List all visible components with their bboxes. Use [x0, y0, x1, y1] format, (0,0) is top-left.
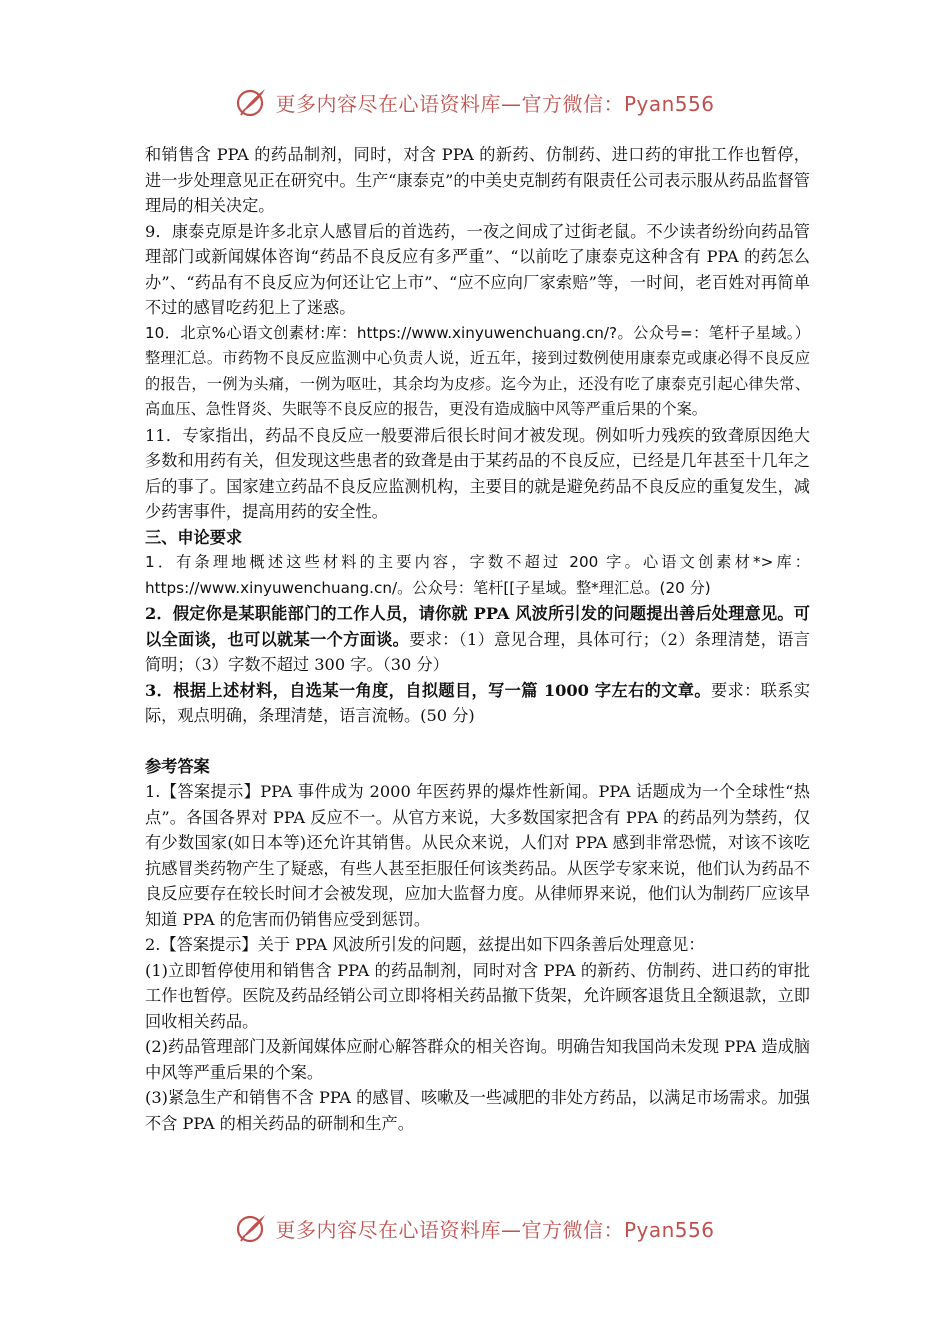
banner-text: 更多内容尽在心语资料库—官方微信：Pyan556 — [275, 91, 715, 116]
quill-logo-icon — [235, 85, 269, 119]
question-prompt: 3．根据上述材料，自选某一角度，自拟题目，写一篇 1000 字左右的文章。 — [145, 680, 711, 700]
paragraph-text: 1.【答案提示】PPA 事件成为 2000 年医药界的爆炸性新闻。PPA 话题成为一个全球性“热点”。各国各界对 PPA 反应不一。从官方来说，大多数国家把含有 PPA 的药品列为禁药，仅有少数国家(如日本等)还允许其销售。从民众来说，人们对 PPA 感到非常恐慌，对该不该吃抗感冒类药物产生了疑惑，有些人甚至拒服任何该类药品。从医学专家来说，他们认为药品不良反应要存在较长时间才会被发现，应加大监督力度。从律师界来说，他们认为制药厂应该早知道 PPA 的危害而仍销售应受到惩罚。 — [145, 782, 810, 929]
header-banner — [0, 82, 950, 122]
paragraph-text: 要求：（1）意见合理，具体可行；（2）条理清楚，语言简明；（3）字数不超过 300 字。（30 分） — [145, 629, 810, 674]
paragraph-text: (3)紧急生产和销售不含 PPA 的感冒、咳嗽及一些减肥的非处方药品，以满足市场需求。加强不含 PPA 的相关药品的研制和生产。 — [145, 1088, 810, 1133]
paragraph — [145, 779, 810, 932]
paragraph-gap — [145, 729, 810, 754]
paragraph — [145, 219, 810, 321]
paragraph-text: (2)药品管理部门及新闻媒体应耐心解答群众的相关咨询。明确告知我国尚未发现 PPA 造成脑中风等严重后果的个案。 — [145, 1037, 810, 1082]
paragraph — [145, 958, 810, 1035]
paragraph-text: 和销售含 PPA 的药品制剂，同时，对含 PPA 的新药、仿制药、进口药的审批工作也暂停，进一步处理意见正在研究中。生产“康泰克”的中美史克制药有限责任公司表示服从药品监督管理局的相关决定。 — [145, 145, 810, 215]
paragraph — [145, 932, 810, 958]
paragraph — [145, 321, 810, 423]
paragraph-text: 11．专家指出，药品不良反应一般要滞后很长时间才被发现。例如听力残疾的致聋原因绝大多数和用药有关，但发现这些患者的致聋是由于某药品的不良反应，已经是几年甚至十几年之后的事了。国家建立药品不良反应监测机构，主要目的就是避免药品不良反应的重复发生，减少药害事件，提高用药的安全性。 — [145, 425, 810, 521]
paragraph-text: 10．北京%心语文创素材:库：https://www.xinyuwenchuang.cn/?。公众号=：笔杆子星域。）整理汇总。市药物不良反应监测中心负责人说，近五年，接到过数例使用康泰克或康必得不良反应的报告，一例为头痛，一例为呕吐，其余均为皮疹。迄今为止，还没有吃了康泰克引起心律失常、高血压、急性肾炎、失眠等不良反应的报告，更没有造成脑中风等严重后果的个案。 — [145, 323, 810, 418]
quill-logo-icon — [235, 1211, 269, 1245]
paragraph — [145, 423, 810, 525]
question-prompt: 2．假定你是某职能部门的工作人员，请你就 PPA 风波所引发的问题提出善后处理意见。可以全面谈，也可以就某一个方面谈。 — [145, 604, 810, 649]
paragraph-text: 1．有条理地概述这些材料的主要内容，字数不超过 200 字。心语文创素材*>库：https://www.xinyuwenchuang.cn/。公众号：笔杆[[子星域。整*理汇总。(20 分) — [145, 553, 810, 597]
paragraph — [145, 142, 810, 219]
paragraph-text: 三、申论要求 — [145, 527, 243, 547]
paragraph — [145, 1034, 810, 1085]
section-heading — [145, 754, 810, 780]
paragraph — [145, 678, 810, 729]
section-heading — [145, 525, 810, 551]
paragraph — [145, 601, 810, 678]
paragraph-text: (1)立即暂停使用和销售含 PPA 的药品制剂，同时对含 PPA 的新药、仿制药、进口药的审批工作也暂停。医院及药品经销公司立即将相关药品撤下货架，允许顾客退货且全额退款，立即回收相关药品。 — [145, 960, 810, 1031]
banner-text: 更多内容尽在心语资料库—官方微信：Pyan556 — [275, 1217, 715, 1242]
paragraph-text: 要求：联系实际，观点明确，条理清楚，语言流畅。(50 分) — [145, 680, 811, 725]
paragraph-text: 2.【答案提示】关于 PPA 风波所引发的问题，兹提出如下四条善后处理意见： — [145, 935, 705, 954]
footer-banner — [0, 1208, 950, 1248]
document-body — [145, 142, 810, 1136]
paragraph — [145, 1085, 810, 1136]
paragraph-text: 参考答案 — [145, 756, 210, 776]
paragraph — [145, 550, 810, 601]
paragraph-text: 9．康泰克原是许多北京人感冒后的首选药，一夜之间成了过街老鼠。不少读者纷纷向药品管理部门或新闻媒体咨询“药品不良反应有多严重”、“以前吃了康泰克这种含有 PPA 的药怎么办”、“药品有不良反应为何还让它上市”、“应不应向厂家索赔”等，一时间，老百姓对再简单不过的感冒吃药犯上了迷惑。 — [145, 221, 810, 317]
